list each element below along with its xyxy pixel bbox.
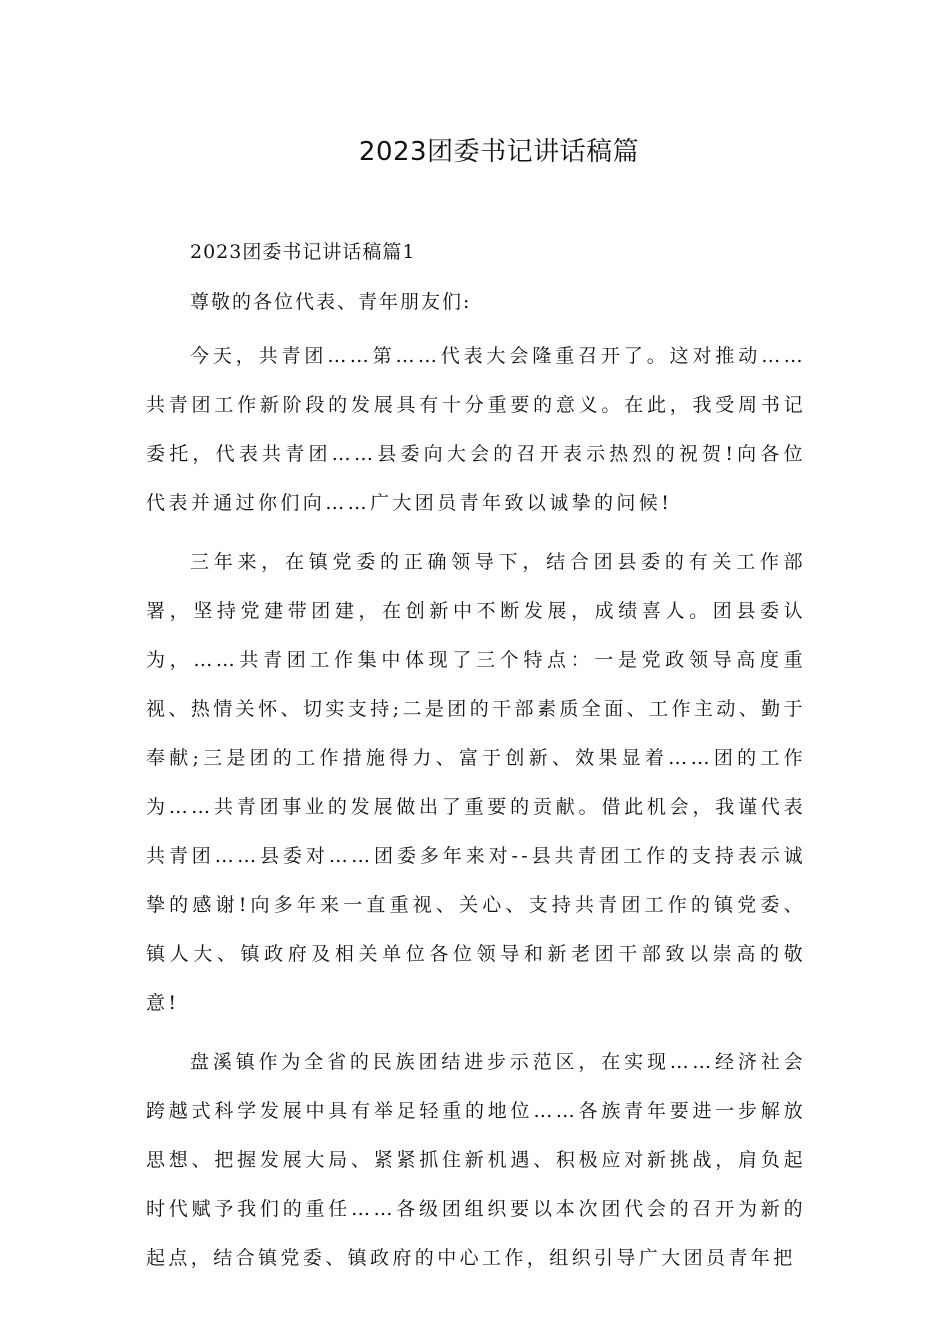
paragraph-1: 今天，共青团……第……代表大会隆重召开了。这对推动……共青团工作新阶段的发展具有十分重要的意义。在此，我受周书记委托，代表共青团……县委向大会的召开表示热烈的祝贺!向各位代表并通过你们向……广大团员青年致以诚挚的问候!: [146, 345, 806, 514]
paragraph-3: 盘溪镇作为全省的民族团结进步示范区，在实现……经济社会跨越式科学发展中具有举足轻重的地位……各族青年要进一步解放思想、把握发展大局、紧紧抓住新机遇、积极应对新挑战，肩负起时代赋予我们的重任……各级团组织要以本次团代会的召开为新的起点，结合镇党委、镇政府的中心工作，组织引导广大团员青年把: [146, 1051, 806, 1269]
section-heading: 2023团委书记讲话稿篇1: [190, 241, 416, 263]
salutation: 尊敬的各位代表、青年朋友们:: [190, 291, 472, 313]
document-body: [146, 232, 806, 1283]
paragraph-2: 三年来，在镇党委的正确领导下，结合团县委的有关工作部署，坚持党建带团建，在创新中不断发展，成绩喜人。团县委认为，……共青团工作集中体现了三个特点：一是党政领导高度重视、热情关怀、切实支持;二是团的干部素质全面、工作主动、勤于奉献;三是团的工作措施得力、富于创新、效果显着……团的工作为……共青团事业的发展做出了重要的贡献。借此机会，我谨代表共青团……县委对……团委多年来对--县共青团工作的支持表示诚挚的感谢!向多年来一直重视、关心、支持共青团工作的镇党委、镇人大、镇政府及相关单位各位领导和新老团干部致以崇高的敬意!: [146, 551, 806, 1014]
document-title: 2023团委书记讲话稿篇: [358, 137, 640, 167]
